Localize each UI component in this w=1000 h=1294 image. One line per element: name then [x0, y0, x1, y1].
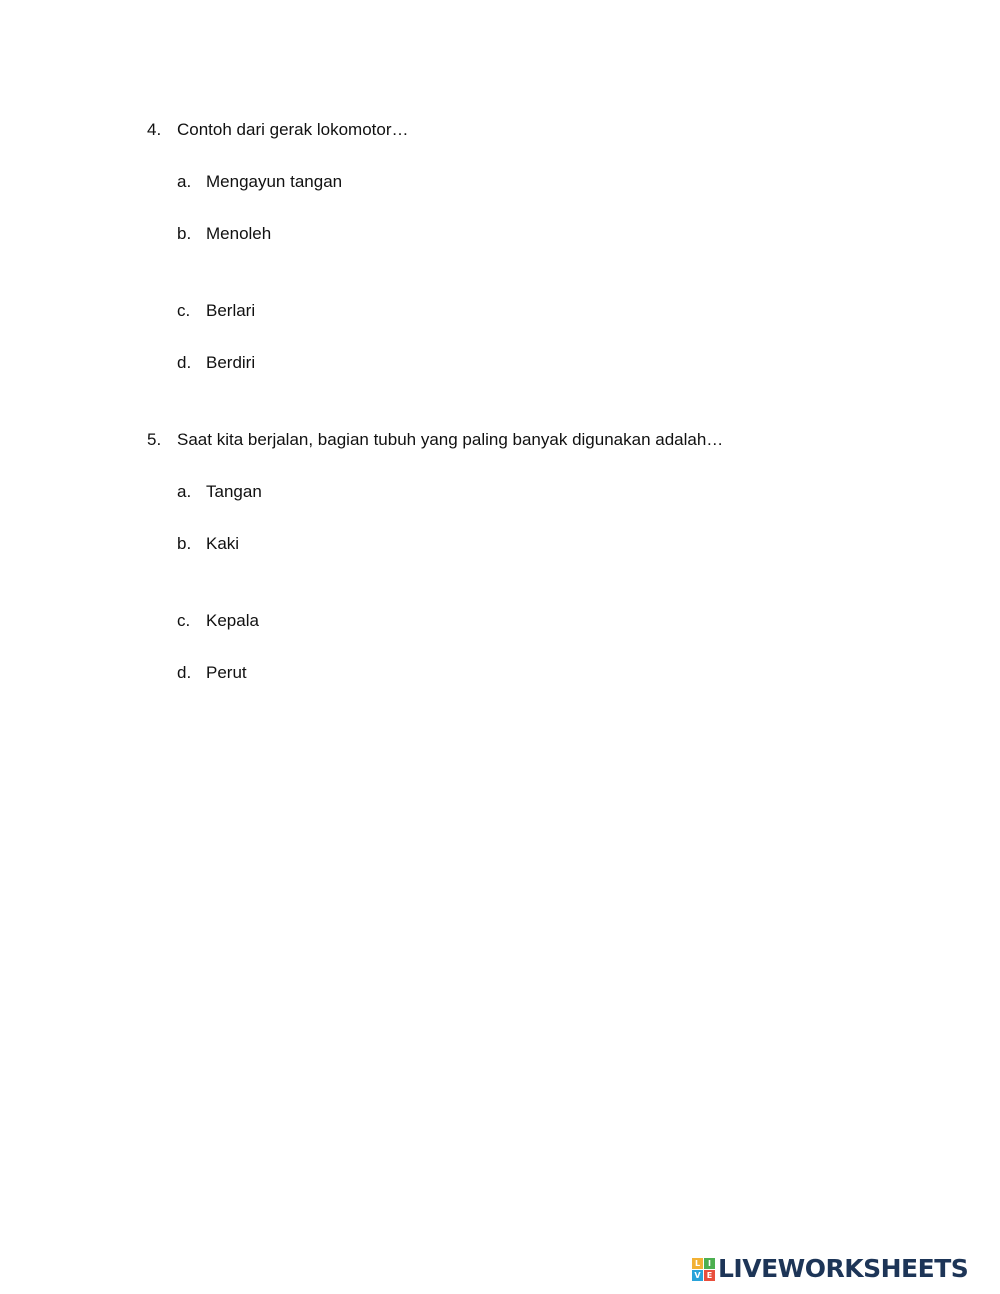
option-letter: a.: [177, 172, 192, 191]
liveworksheets-logo: [692, 1256, 968, 1282]
logo-mark-cell: L: [692, 1258, 703, 1269]
question-number: 4.: [147, 120, 162, 139]
logo-text: LIVEWORKSHEETS: [718, 1254, 969, 1283]
option-letter: c.: [177, 301, 191, 320]
option-text: Kepala: [206, 611, 259, 630]
option-text: Menoleh: [206, 224, 272, 243]
option-text: Berlari: [206, 301, 256, 320]
option-text: Perut: [206, 663, 247, 682]
option-letter: c.: [177, 611, 191, 630]
option-letter: b.: [177, 224, 192, 243]
logo-mark-cell: I: [704, 1258, 715, 1269]
logo-mark-icon: [692, 1258, 715, 1281]
option-text: Tangan: [206, 482, 262, 501]
option-text: Berdiri: [206, 353, 256, 372]
option-letter: d.: [177, 353, 192, 372]
question-text: Saat kita berjalan, bagian tubuh yang paling banyak digunakan adalah…: [177, 430, 724, 449]
option-text: Mengayun tangan: [206, 172, 343, 191]
logo-mark-cell: V: [692, 1270, 703, 1281]
question-text: Contoh dari gerak lokomotor…: [177, 120, 409, 139]
question-number: 5.: [147, 430, 162, 449]
option-text: Kaki: [206, 534, 240, 553]
option-letter: a.: [177, 482, 192, 501]
option-letter: b.: [177, 534, 192, 553]
option-letter: d.: [177, 663, 192, 682]
logo-mark-cell: E: [704, 1270, 715, 1281]
